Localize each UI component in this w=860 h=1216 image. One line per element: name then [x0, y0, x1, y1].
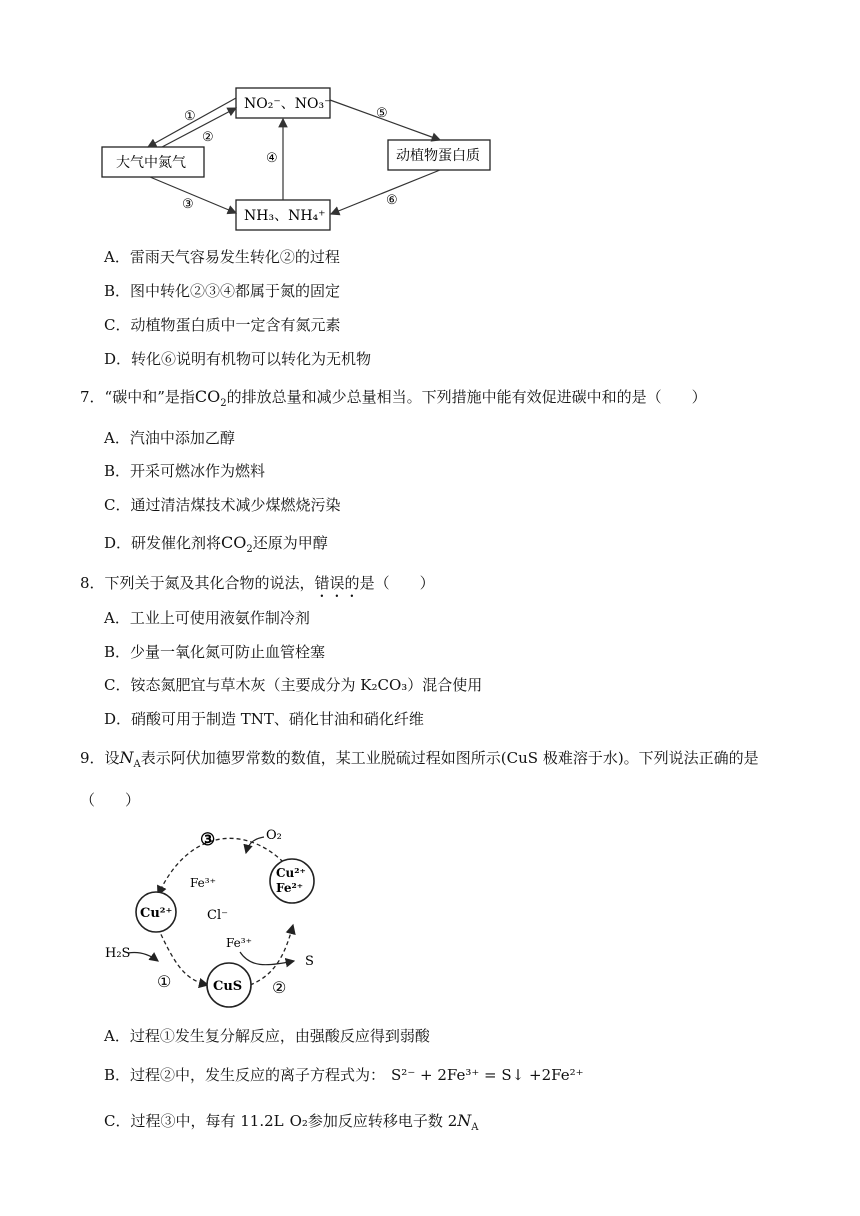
desulfurization-cycle-diagram — [0, 815, 860, 1015]
q6-option-c: C．动植物蛋白质中一定含有氮元素 — [104, 316, 341, 334]
q8-option-c: C．铵态氮肥宜与草木灰（主要成分为 K₂CO₃）混合使用 — [104, 676, 483, 694]
q9-option-b: B．过程②中，发生反应的离子方程式为： S²⁻ + 2Fe³⁺ = S↓ +2Fe²⁺ — [104, 1066, 584, 1084]
label-5: ⑤ — [376, 106, 388, 121]
box-protein-label: 动植物蛋白质 — [396, 148, 480, 164]
label-s: S — [305, 954, 314, 969]
label-fe3-bottom: Fe³⁺ — [226, 936, 252, 950]
q8-option-a: A．工业上可使用液氨作制冷剂 — [104, 609, 310, 627]
q6-option-b: B．图中转化②③④都属于氮的固定 — [104, 282, 341, 300]
q8-option-b: B．少量一氧化氮可防止血管栓塞 — [104, 643, 326, 661]
q8-option-d: D．硝酸可用于制造 TNT、硝化甘油和硝化纤维 — [104, 710, 424, 728]
label-o2: O₂ — [266, 828, 282, 843]
node-right-label-2: Fe²⁺ — [276, 881, 304, 895]
q8-stem: 8．下列关于氮及其化合物的说法，错误的是（ ） — [80, 574, 435, 592]
label-fe3-top: Fe³⁺ — [190, 876, 216, 890]
label-step-2: ② — [272, 978, 287, 997]
q9-option-c: C．过程③中，每有 11.2L O₂参加反应转移电子数 $2N_A$ — [104, 1111, 479, 1133]
q7-option-d: D．研发催化剂将$CO_2$还原为甲醇 — [104, 533, 328, 555]
q9-answer-paren: （ ） — [80, 791, 141, 809]
q7-option-b: B．开采可燃冰作为燃料 — [104, 462, 266, 480]
label-3: ③ — [182, 197, 194, 212]
q9-option-a: A．过程①发生复分解反应，由强酸反应得到弱酸 — [104, 1027, 430, 1045]
node-cu-left-label: Cu²⁺ — [140, 906, 173, 921]
label-step-3: ③ — [200, 830, 216, 850]
q7-stem: 7．“碳中和”是指$CO_2$的排放总量和减少总量相当。下列措施中能有效促进碳中和的是（ ） — [80, 387, 707, 409]
label-1: ① — [184, 109, 196, 124]
arrow-o2 — [246, 837, 264, 853]
q9-stem: 9．设$N_A$表示阿伏加德罗常数的数值，某工业脱硫过程如图所示(CuS 极难溶于水)。下列说法正确的是 — [80, 748, 759, 770]
cycle-arc-right — [250, 925, 293, 985]
arrow-h2s — [128, 952, 158, 961]
label-h2s: H₂S — [105, 946, 131, 961]
label-4: ④ — [266, 151, 278, 166]
box-nitrate-nitrite-label: NO₂⁻、NO₃⁻ — [244, 96, 332, 112]
label-cl: Cl⁻ — [207, 908, 228, 923]
arrow-fe3-bottom — [240, 952, 294, 965]
label-step-1: ① — [157, 972, 172, 991]
node-right-label-1: Cu²⁺ — [276, 866, 306, 880]
arrow-2 — [162, 108, 236, 147]
node-cus-label: CuS — [213, 979, 243, 994]
label-2: ② — [202, 130, 214, 145]
nitrogen-cycle-diagram — [0, 0, 860, 240]
cycle-arc-top — [158, 838, 288, 895]
q7-option-a: A．汽油中添加乙醇 — [104, 429, 235, 447]
label-6: ⑥ — [386, 193, 398, 208]
q7-option-c: C．通过清洁煤技术减少煤燃烧污染 — [104, 496, 341, 514]
q6-option-a: A．雷雨天气容易发生转化②的过程 — [104, 248, 340, 266]
box-atmospheric-nitrogen-label: 大气中氮气 — [116, 155, 186, 171]
q6-option-d: D．转化⑥说明有机物可以转化为无机物 — [104, 350, 372, 368]
box-ammonia-label: NH₃、NH₄⁺ — [244, 208, 326, 224]
